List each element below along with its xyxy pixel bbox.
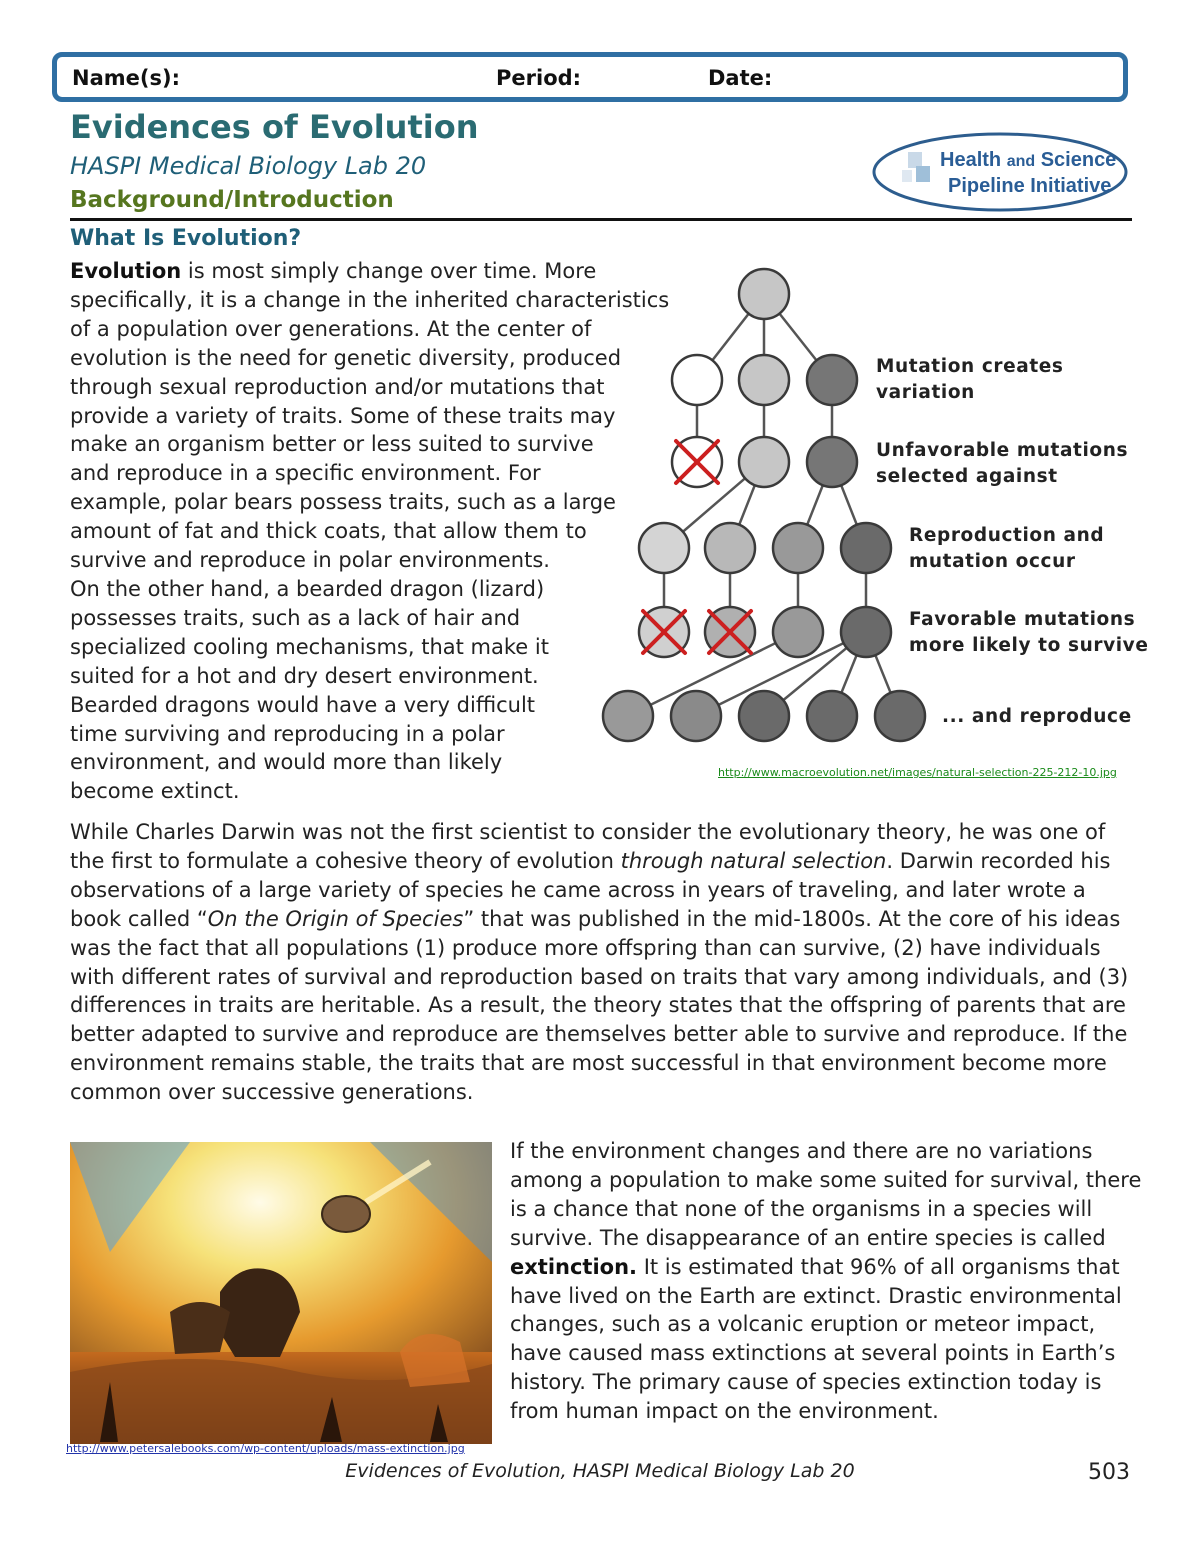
label-variation: variation xyxy=(876,382,975,403)
period-label: Period: xyxy=(496,66,582,90)
intro-paragraph: Evolution is most simply change over time. More specifically, it is a change in the inherited characteristics of a population over generations. At the center of evolution is the need for genetic diversity, produced through sexual reproduction and/or mutations that provide a variety of traits. Some of these traits may make an organism better or less suited to survive and reproduce in a specific environment. For example, polar bears possess traits, such as a large amount of fat and thick coats, that allow them to survive and reproduce in polar environments. On the other hand, a bearded dragon (lizard) possesses traits, such as a lack of hair and specialized cooling mechanisms, that make it suited for a hot and dry desert environment. Bearded dragons would have a very difficult time surviving and reproducing in a polar environment, and would more than likely become extinct. xyxy=(70,259,670,804)
section-heading: Background/Introduction xyxy=(70,187,394,213)
descendant-node xyxy=(807,691,857,741)
offspring-node xyxy=(639,523,689,573)
descendant-node xyxy=(603,691,653,741)
logo-health: Health xyxy=(940,149,1002,171)
label-reproduction: Reproduction and xyxy=(909,525,1105,546)
page-title: Evidences of Evolution xyxy=(70,108,479,146)
offspring-node xyxy=(773,523,823,573)
natural-selection-diagram xyxy=(598,262,1158,762)
label-mutation-occur: mutation occur xyxy=(909,551,1076,572)
label-selected-against: selected against xyxy=(876,466,1058,487)
date-label: Date: xyxy=(708,66,773,90)
logo-science: Science xyxy=(1040,149,1117,171)
svg-text:Health and Science xyxy=(940,149,1116,171)
ancestor-node xyxy=(739,269,789,319)
evolution-term: Evolution xyxy=(70,259,182,283)
page-number: 503 xyxy=(1088,1460,1130,1485)
haspi-logo xyxy=(870,130,1130,214)
mass-extinction-illustration xyxy=(70,1142,492,1444)
student-info-box xyxy=(52,52,1128,102)
variant-dark-node xyxy=(807,355,857,405)
label-mutation: Mutation creates xyxy=(876,356,1064,377)
image-source-link[interactable]: http://www.petersalebooks.com/wp-content/uploads/mass-extinction.jpg xyxy=(66,1442,465,1455)
darwin-paragraph: While Charles Darwin was not the first scientist to consider the evolutionary theory, he was one of the first to formulate a cohesive theory of evolution through natural selection. Darwin recorded his observations of a large variety of species he came across in years of traveling, and later wrote a book called “On the Origin of Species” that was published in the mid-1800s. At the core of his ideas was the fact that all populations (1) produce more offspring than can survive, (2) have individuals with different rates of survival and reproduction based on traits that vary among individuals, and (3) differences in traits are heritable. As a result, the theory states that the offspring of parents that are better adapted to survive and reproduce are themselves better able to survive and reproduce. If the environment remains stable, the traits that are most successful in that environment become more common over successive generations. xyxy=(70,820,1129,1105)
favorable-node xyxy=(841,607,891,657)
name-label: Name(s): xyxy=(72,66,180,90)
survivor-dark-node xyxy=(807,437,857,487)
logo-pipeline: Pipeline Initiative xyxy=(948,175,1112,197)
diagram-source-link[interactable]: http://www.macroevolution.net/images/natural-selection-225-212-10.jpg xyxy=(718,766,1117,779)
descendant-node xyxy=(875,691,925,741)
survivor-light-node xyxy=(739,437,789,487)
offspring-node xyxy=(841,523,891,573)
label-unfavorable: Unfavorable mutations xyxy=(876,440,1129,461)
favorable-node xyxy=(773,607,823,657)
header-divider xyxy=(70,218,1132,221)
offspring-node xyxy=(705,523,755,573)
variant-white-node xyxy=(672,355,722,405)
descendant-node xyxy=(671,691,721,741)
extinction-term: extinction. xyxy=(510,1254,638,1279)
logo-and: and xyxy=(1006,153,1036,170)
subsection-heading: What Is Evolution? xyxy=(70,226,302,251)
label-favorable: Favorable mutations xyxy=(909,609,1136,630)
descendant-node xyxy=(739,691,789,741)
extinction-paragraph: If the environment changes and there are no variations among a population to make some suited for survival, there is a chance that none of the organisms in a species will survive. The disappearance of an entire species is called extinction. It is estimated that 96% of all organisms that have lived on the Earth are extinct. Drastic environmental changes, such as a volcanic eruption or meteor impact, have caused mass extinctions at several points in Earth’s history. The primary cause of species extinction today is from human impact on the environment. xyxy=(510,1139,1142,1424)
page-subtitle: HASPI Medical Biology Lab 20 xyxy=(70,152,427,180)
variant-light-node xyxy=(739,355,789,405)
footer-text: Evidences of Evolution, HASPI Medical Biology Lab 20 xyxy=(345,1460,855,1482)
label-and-reproduce: ... and reproduce xyxy=(942,706,1132,727)
label-likely-survive: more likely to survive xyxy=(909,635,1149,656)
